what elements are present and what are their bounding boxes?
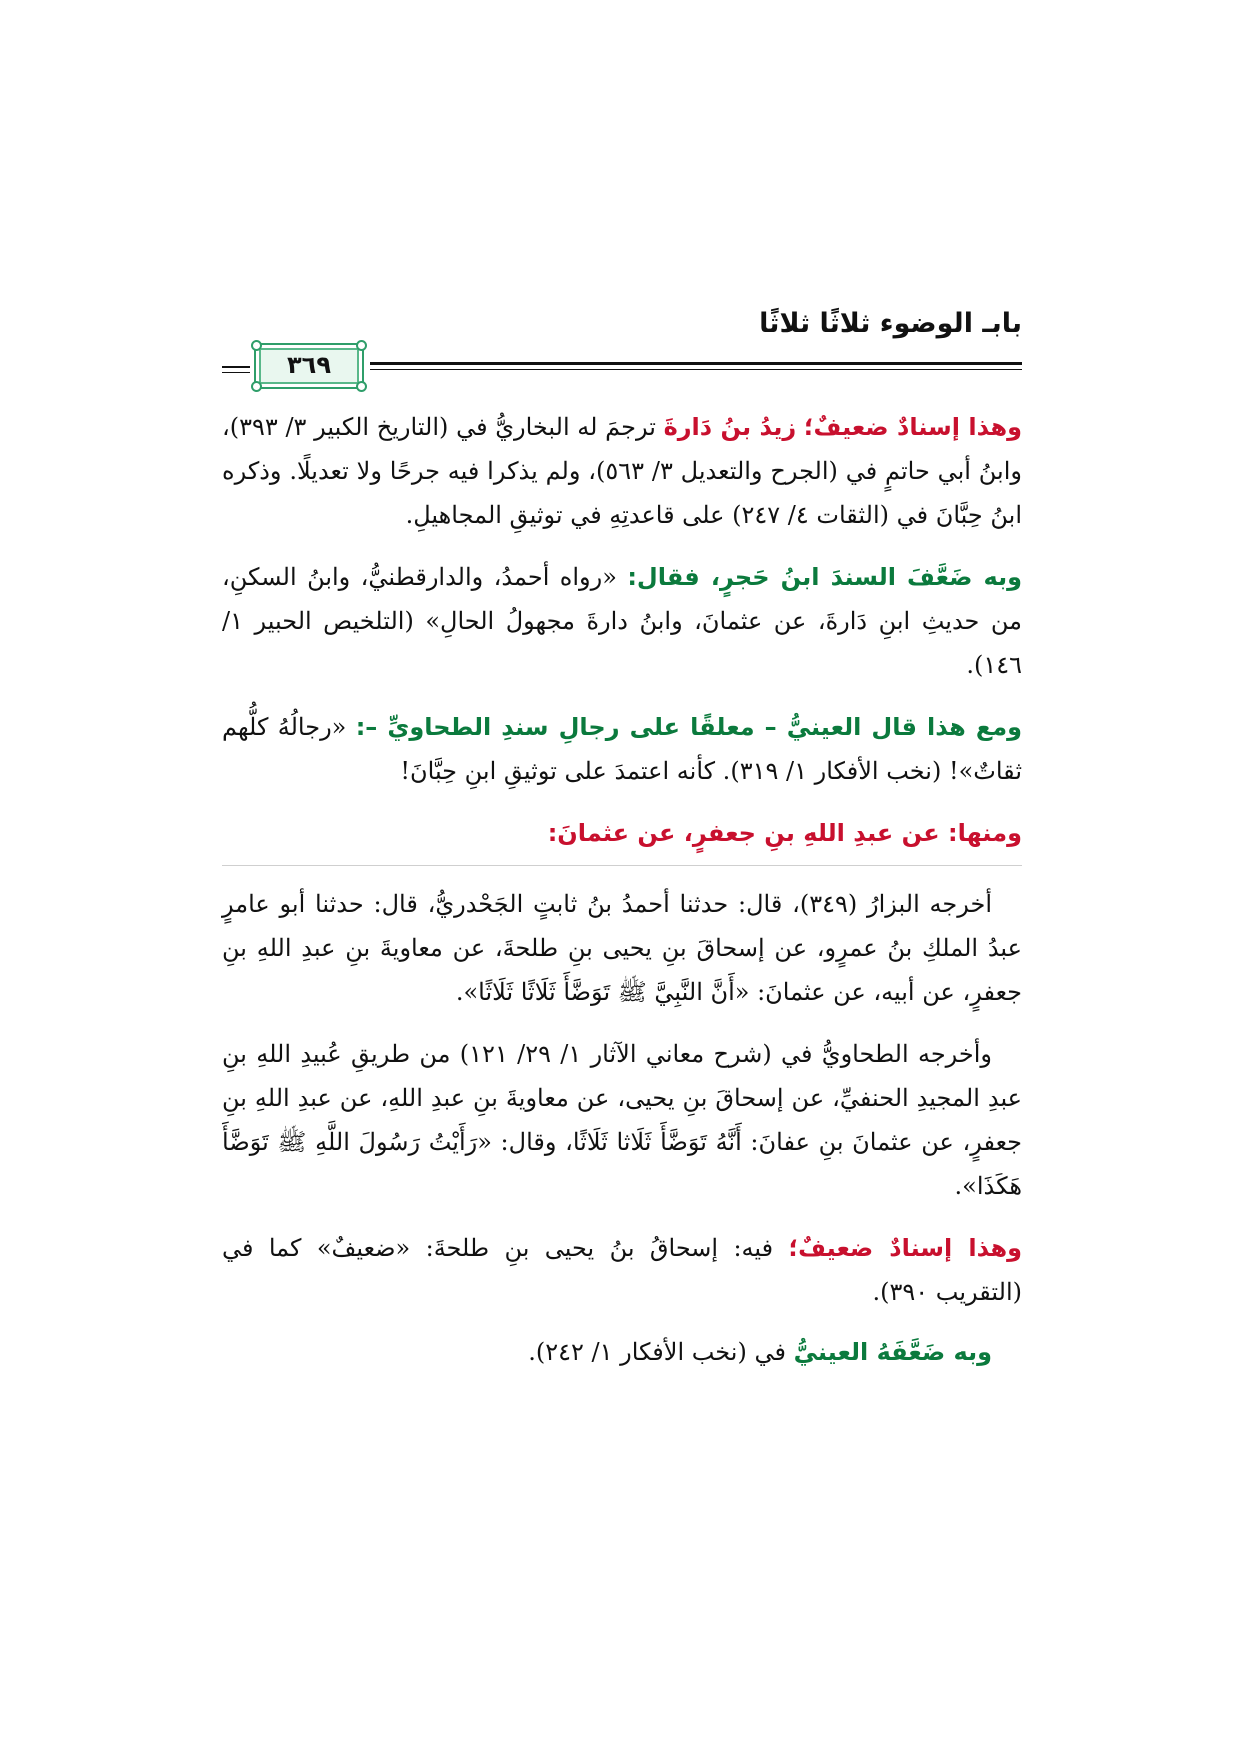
paragraph-isnad-daif-2: [222, 1226, 1022, 1314]
paragraph-ayni-weakening: [222, 1330, 1022, 1374]
narrator-name: زيدُ بنُ دَارةَ: [663, 413, 797, 441]
paragraph-text: وأخرجه الطحاويُّ في (شرح معاني الآثار ١/ ٢٩/ ١٢١) من طريقِ عُبيدِ اللهِ بنِ عبدِ المجيدِ الحنفيِّ، عن إسحاقَ بنِ يحيى، عن معاويةَ بنِ عبدِ اللهِ، عن عبدِ اللهِ بنِ جعفرٍ، عن عثمانَ بنِ عفانَ: أَنَّهُ تَوَضَّأَ ثَلَاثا ثَلَاثًا، وقال: «رَأَيْتُ رَسُولَ اللَّهِ ﷺ تَوَضَّأَ هَكَذَا».: [222, 1040, 1023, 1200]
paragraph-text: «رواه أحمدُ، والدارقطنيُّ، وابنُ السكنِ، من حديثِ ابنِ دَارةَ، عن عثمانَ، وابنُ دارةَ مجهولُ الحالِ» (التلخيص الحبير ١/ ١٤٦).: [222, 563, 1022, 679]
frame-ornament: [356, 381, 367, 392]
page-body: [222, 405, 1022, 1392]
chapter-title: بابـ الوضوء ثلاثًا ثلاثًا: [759, 308, 1022, 339]
paragraph-ayni: [222, 705, 1022, 793]
header-rule: [370, 362, 1022, 365]
highlight-phrase: وهذا إسنادٌ ضعيفٌ؛: [788, 1234, 1023, 1262]
paragraph-text: فيه: إسحاقُ بنُ يحيى بنِ طلحةَ: «ضعيفٌ» كما في (التقريب ٣٩٠).: [222, 1234, 1022, 1306]
paragraph-text: ترجمَ له البخاريُّ في (التاريخ الكبير ٣/ ٣٩٣)، وابنُ أبي حاتمٍ في (الجرح والتعديل ٣/ ٥٦٣)، ولم يذكرا فيه جرحًا ولا تعديلًا. وذكره ابنُ حِبَّانَ في (الثقات ٤/ ٢٤٧) على قاعدتِهِ في توثيقِ المجاهيلِ.: [222, 413, 1022, 529]
highlight-phrase: وبه ضَعَّفَ السندَ ابنُ حَجرٍ، فقال:: [627, 563, 1022, 591]
paragraph-ibn-hajar: [222, 555, 1022, 687]
paragraph-tahawi: [222, 1032, 1022, 1208]
frame-ornament: [251, 381, 262, 392]
frame-ornament: [356, 340, 367, 351]
subheading-text: ومنها: عن عبدِ اللهِ بنِ جعفرٍ، عن عثمانَ:: [547, 819, 1022, 847]
page-number: ٣٦٩: [287, 351, 331, 379]
section-subheading: [222, 811, 1022, 866]
highlight-phrase: ومع هذا قال العينيُّ – معلقًا على رجالِ سندِ الطحاويِّ –:: [355, 713, 1023, 741]
page-number-frame: [254, 343, 364, 389]
highlight-phrase: وبه ضَعَّفَهُ العينيُّ: [793, 1338, 992, 1366]
paragraph-text: أخرجه البزارُ (٣٤٩)، قال: حدثنا أحمدُ بنُ ثابتٍ الجَحْدريُّ، قال: حدثنا أبو عامرٍ عبدُ الملكِ بنُ عمرٍو، عن إسحاقَ بنِ يحيى بنِ طلحةَ، عن معاويةَ بنِ عبدِ اللهِ بنِ جعفرٍ، عن أبيه، عن عثمانَ: «أَنَّ النَّبِيَّ ﷺ تَوَضَّأَ ثَلَاثًا ثَلَاثًا».: [222, 890, 1022, 1006]
highlight-phrase: وهذا إسنادٌ ضعيفٌ؛: [803, 413, 1023, 441]
paragraph-bazzar: [222, 882, 1022, 1014]
frame-ornament: [251, 340, 262, 351]
paragraph-isnad-daif-1: [222, 405, 1022, 537]
paragraph-text: في (نخب الأفكار ١/ ٢٤٢).: [528, 1338, 794, 1366]
page-header: [222, 300, 1022, 390]
paragraph-text: «رجالُهُ كلُّهم ثقاتٌ»! (نخب الأفكار ١/ ٣١٩). كأنه اعتمدَ على توثيقِ ابنِ حِبَّانَ!: [222, 713, 1022, 785]
header-rule-short: [222, 366, 250, 368]
